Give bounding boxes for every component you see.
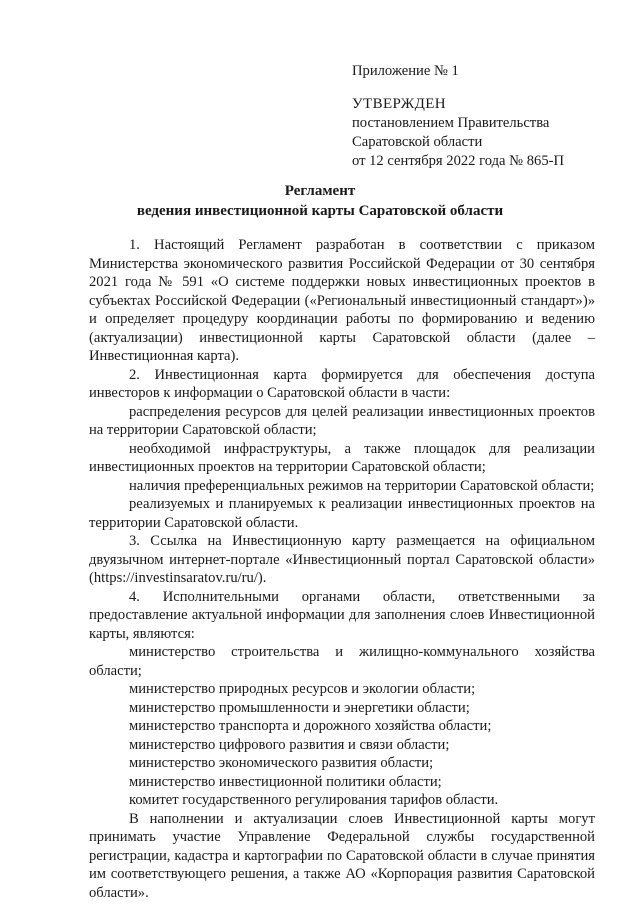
approval-block [352, 62, 564, 171]
list-item: реализуемых и планируемых к реализации инвестиционных проектов на территории Саратовской области. [89, 496, 595, 531]
list-item: министерство строительства и жилищно-коммунального хозяйства области; [89, 644, 595, 679]
approved-heading: УТВЕРЖДЕН [352, 96, 447, 112]
paragraph: В наполнении и актуализации слоев Инвестиционной карты могут принимать участие Управление Федеральной службы государственной регистрации, кадастра и картографии по Саратовской области в случае принятия им соответствующего решения, а также АО «Корпорация развития Саратовской области». [89, 810, 595, 901]
list-item: необходимой инфраструктуры, а также площадок для реализации инвестиционных проектов на территории Саратовской области; [89, 440, 595, 475]
paragraph: 2. Инвестиционная карта формируется для обеспечения доступа инвесторов к информации о Саратовской области в части: [89, 366, 595, 401]
document-body [89, 236, 595, 902]
approval-line: постановлением Правительства [352, 115, 550, 131]
list-item: министерство инвестиционной политики области; [129, 773, 442, 790]
list-item: министерство цифрового развития и связи области; [129, 736, 450, 753]
approval-line: Саратовской области [352, 134, 483, 150]
list-item: министерство природных ресурсов и экологии области; [129, 681, 476, 697]
list-item: комитет государственного регулирования тарифов области. [129, 792, 499, 808]
document-title [0, 181, 640, 221]
list-item: министерство экономического развития области; [129, 755, 434, 771]
list-item: наличия преференциальных режимов на территории Саратовской области; [129, 477, 595, 494]
paragraph: 4. Исполнительными органами области, ответственными за предоставление актуальной информации для заполнения слоев Инвестиционной карты, являются: [89, 588, 595, 642]
list-item: министерство транспорта и дорожного хозяйства области; [129, 718, 492, 734]
list-item: распределения ресурсов для целей реализации инвестиционных проектов на территории Саратовской области; [89, 403, 595, 438]
approval-line: от 12 сентября 2022 года № 865-П [352, 153, 565, 169]
paragraph: 3. Ссылка на Инвестиционную карту размещается на официальном двуязычном интернет-портале «Инвестиционный портал Саратовской области» (https://investinsaratov.ru/ru/). [89, 533, 595, 586]
list-item: министерство промышленности и энергетики области; [129, 699, 470, 716]
appendix-label: Приложение № 1 [352, 63, 459, 79]
paragraph: 1. Настоящий Регламент разработан в соответствии с приказом Министерства экономического развития Российской Федерации от 30 сентября 2021 года № 591 «О системе поддержки новых инвестиционных проектов в субъектах Российской Федерации («Региональный инвестиционный стандарт»)» и определяет процедуру координации работы по формированию и ведению (актуализации) инвестиционной карты Саратовской области (далее – Инвестиционная карта). [89, 237, 595, 364]
title-line: Регламент [284, 183, 356, 199]
title-line: ведения инвестиционной карты Саратовской области [136, 203, 504, 219]
